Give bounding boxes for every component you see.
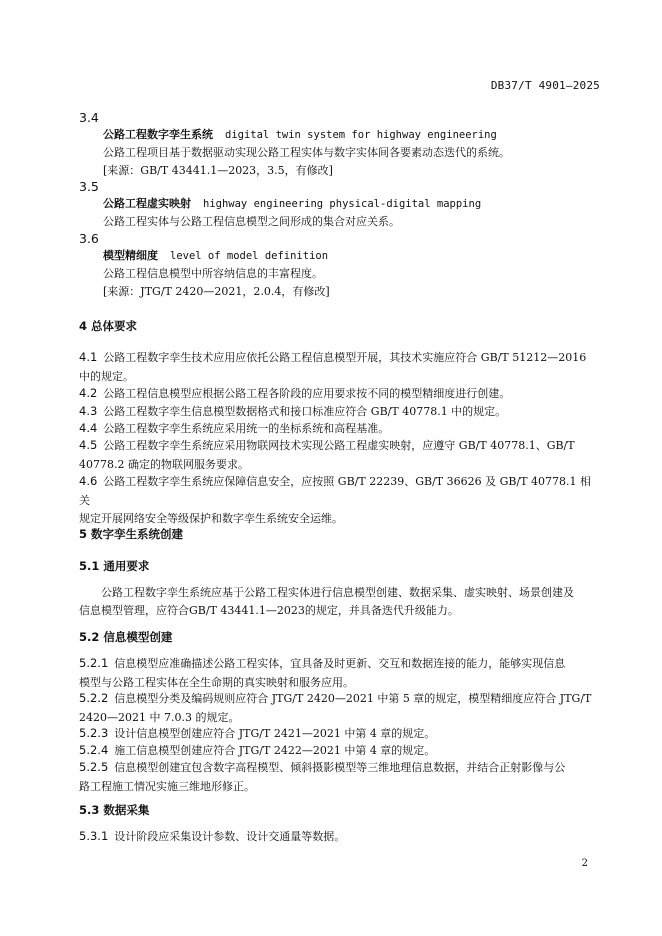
clause-continuation: 2420—2021 中 7.0.3 的规定。 xyxy=(79,710,240,724)
clause-number: 5.2.2 xyxy=(79,691,109,705)
clause xyxy=(79,436,597,474)
paragraph xyxy=(79,602,597,621)
document-code: DB37/T 4901—2025 xyxy=(490,79,600,92)
clause-number: 4.3 xyxy=(79,404,98,418)
clause-text: 信息模型应准确描述公路工程实体，宜具备及时更新、交互和数据连接的能力，能够实现信息 xyxy=(114,657,566,670)
clause-text: 信息模型分类及编码规则应符合 JTG/T 2420—2021 中第 5 章的规定，模型精细度应符合 JTG/T xyxy=(114,692,592,705)
clause-number: 5.2.5 xyxy=(79,760,109,774)
clause-number: 4.2 xyxy=(79,386,98,400)
subsection-heading: 5.2 信息模型创建 xyxy=(79,630,173,644)
clause-number: 5.2.1 xyxy=(79,656,109,670)
subsection-heading: 5.3 数据采集 xyxy=(79,803,150,817)
clause xyxy=(79,654,597,692)
clause-number: 5.3.1 xyxy=(79,829,109,843)
term-cn: 公路工程数字孪生系统 xyxy=(103,128,213,141)
term-definition: 公路工程实体与公路工程信息模型之间形成的集合对应关系。 xyxy=(103,215,400,228)
clause xyxy=(79,348,597,386)
clause xyxy=(79,758,597,796)
clause xyxy=(79,472,597,529)
clause-number: 4.1 xyxy=(79,350,98,364)
section-heading: 5 数字孪生系统创建 xyxy=(79,527,184,541)
clause-text: 公路工程数字孪生信息模型数据格式和接口标准应符合 GB/T 40778.1 中的规定。 xyxy=(103,405,507,418)
section-heading: 4 总体要求 xyxy=(79,319,138,333)
term-en: highway engineering physical-digital mapping xyxy=(203,198,482,210)
term-en: digital twin system for highway engineering xyxy=(225,129,497,141)
term-title xyxy=(103,195,481,211)
term-en: level of model definition xyxy=(170,250,329,262)
term-number: 3.6 xyxy=(79,231,99,246)
term-source: [来源：JTG/T 2420—2021，2.0.4，有修改] xyxy=(103,285,330,298)
term-definition: 公路工程项目基于数据驱动实现公路工程实体与数字实体间各要素动态迭代的系统。 xyxy=(103,146,510,159)
clause-text: 设计阶段应采集设计参数、设计交通量等数据。 xyxy=(114,830,346,843)
clause-number: 5.2.3 xyxy=(79,726,109,740)
paragraph xyxy=(79,584,597,603)
clause-text: 公路工程数字孪生系统应采用物联网技术实现公路工程虚实映射，应遵守 GB/T 40778.1、GB/T xyxy=(103,439,575,452)
clause-text: 公路工程数字孪生系统应保障信息安全，应按照 GB/T 22239、GB/T 36626 及 GB/T 40778.1 相关 xyxy=(79,475,591,507)
term-cn: 公路工程虚实映射 xyxy=(103,197,191,210)
subsection-heading: 5.1 通用要求 xyxy=(79,559,150,573)
clause-text: 公路工程数字孪生系统应采用统一的坐标系统和高程基准。 xyxy=(103,422,390,435)
clause-number: 4.6 xyxy=(79,474,98,488)
clause-text: 信息模型创建宜包含数字高程模型、倾斜摄影模型等三维地理信息数据，并结合正射影像与公 xyxy=(114,761,566,774)
page-number: 2 xyxy=(581,858,588,869)
clause-continuation: 中的规定。 xyxy=(79,369,134,383)
clause-text: 公路工程数字孪生技术应用应依托公路工程信息模型开展，其技术实施应符合 GB/T 51212—2016 xyxy=(103,351,587,364)
clause xyxy=(79,689,597,727)
clause-text: 公路工程信息模型应根据公路工程各阶段的应用要求按不同的模型精细度进行创建。 xyxy=(103,387,511,400)
clause xyxy=(79,384,597,404)
paragraph-line: 公路工程数字孪生系统应基于公路工程实体进行信息模型创建、数据采集、虚实映射、场景创建及 xyxy=(101,586,574,599)
term-number: 3.5 xyxy=(79,179,99,194)
clause-continuation: 规定开展网络安全等级保护和数字孪生系统安全运维。 xyxy=(79,512,343,525)
term-number: 3.4 xyxy=(79,110,99,125)
clause-continuation: 模型与公路工程实体在全生命期的真实映射和服务应用。 xyxy=(79,675,354,689)
clause-number: 4.5 xyxy=(79,438,98,452)
term-title xyxy=(103,126,497,142)
term-source: [来源：GB/T 43441.1—2023，3.5，有修改] xyxy=(103,164,333,177)
clause-text: 施工信息模型创建应符合 JTG/T 2422—2021 中第 4 章的规定。 xyxy=(114,744,436,757)
term-title xyxy=(103,247,328,263)
clause-continuation: 40778.2 确定的物联网服务要求。 xyxy=(79,457,249,471)
paragraph-line: 信息模型管理，应符合GB/T 43441.1—2023的规定，并具备迭代升级能力。 xyxy=(79,604,459,617)
term-definition: 公路工程信息模型中所容纳信息的丰富程度。 xyxy=(103,267,323,280)
clause-number: 4.4 xyxy=(79,421,98,435)
clause xyxy=(79,827,597,847)
clause-continuation: 路工程施工情况实施三维地形修正。 xyxy=(79,779,255,793)
clause-text: 设计信息模型创建应符合 JTG/T 2421—2021 中第 4 章的规定。 xyxy=(114,727,436,740)
term-cn: 模型精细度 xyxy=(103,249,158,262)
clause-number: 5.2.4 xyxy=(79,743,109,757)
